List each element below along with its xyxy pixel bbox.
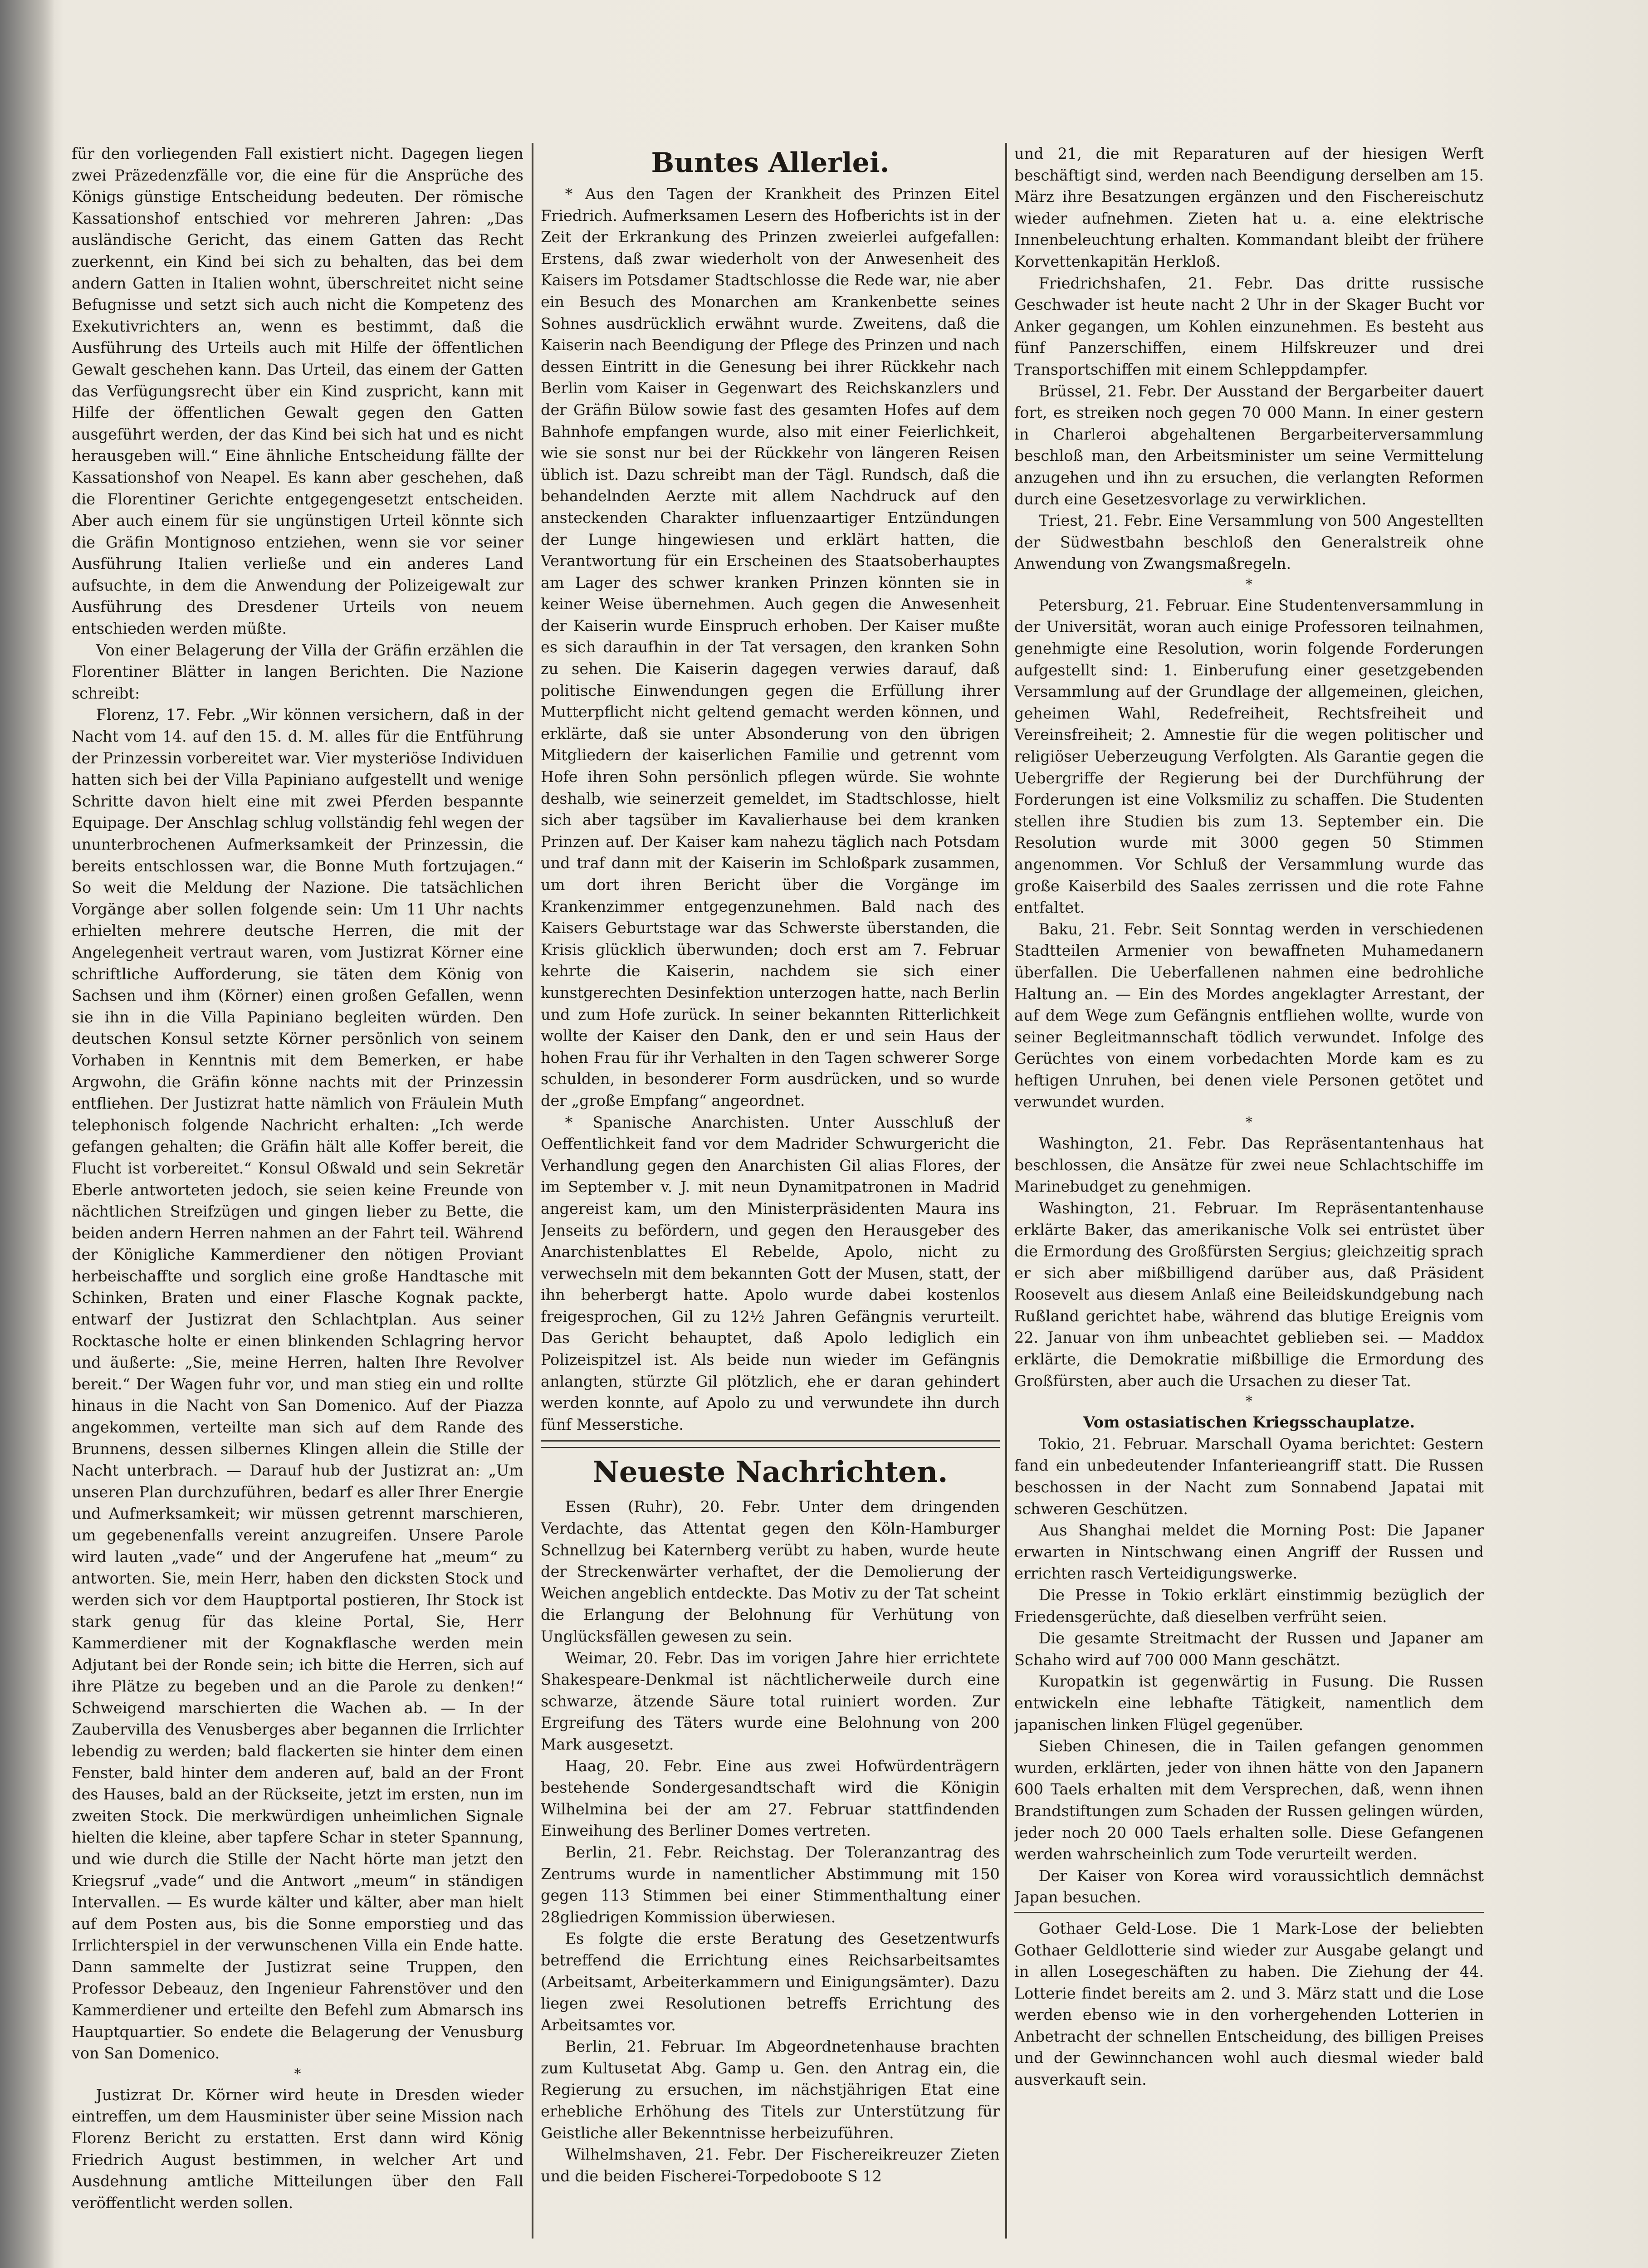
column-middle — [541, 145, 1000, 2241]
news-item: Kuropatkin ist gegenwärtig in Fusung. Die Russen entwickeln eine lebhafte Tätigkeit, namentlich dem japanischen linken Flügel gegenüber. — [1014, 1672, 1484, 1734]
news-item: Washington, 21. Febr. Das Repräsentantenhaus hat beschlossen, die Ansätze für zwei neue Schlachtschiffe im Marinebudget zu genehmigen. — [1014, 1134, 1484, 1196]
article-paragraph: * Spanische Anarchisten. Unter Ausschluß der Oeffentlichkeit fand vor dem Madrider Schwurgericht die Verhandlung gegen den Anarchisten Gil alias Flores, der im September v. J. mit neun Dynamitpatronen in Madrid angereist kam, um den Ministerpräsidenten Maura ins Jenseits zu befördern, und gegen den Herausgeber des Anarchistenblattes El Rebelde, Apolo, nicht zu verwechseln mit dem bekannten Gott der Musen, statt, der ihn beherbergt hatte. Apolo wurde dabei kostenlos freigesprochen, Gil zu 12½ Jahren Gefängnis verurteilt. Das Gericht behauptet, daß Apolo lediglich ein Polizeispitzel ist. Als beide nun wieder im Gefängnis anlangten, stürzte Gil plötzlich, ehe er daran gehindert werden konnte, auf Apolo zu und verwundete ihn durch fünf Messerstiche. — [541, 1113, 1000, 1433]
article-paragraph: Von einer Belagerung der Villa der Gräfin erzählen die Florentiner Blätter in langen Berichten. Die Nazione schreibt: — [72, 641, 523, 702]
separator-asterisk: * — [294, 2066, 301, 2082]
separator-asterisk: * — [1246, 576, 1252, 592]
section-heading-kriegsschauplatz: Vom ostasiatischen Kriegsschauplatze. — [1083, 1413, 1415, 1432]
news-item: Essen (Ruhr), 20. Febr. Unter dem dringenden Verdachte, das Attentat gegen den Köln-Hamburger Schnellzug bei Katernberg verübt zu haben, wurde heute der Streckenwärter verhaftet, der die Demolierung der Weichen angeblich entdeckte. Das Motiv zu der Tat scheint die Erlangung der Belohnung für Verhütung von Unglücksfällen gewesen zu sein. — [541, 1498, 1000, 1645]
news-item: Berlin, 21. Febr. Reichstag. Der Toleranzantrag des Zentrums wurde in namentlicher Abstimmung mit 150 gegen 113 Stimmen bei einer Stimmenthaltung einer 28gliedrigen Kommission überwiesen. — [541, 1843, 1000, 1926]
news-item: Der Kaiser von Korea wird voraussichtlich demnächst Japan besuchen. — [1014, 1867, 1484, 1906]
article-paragraph: Justizrat Dr. Körner wird heute in Dresden wieder eintreffen, um dem Hausminister über seine Mission nach Florenz Bericht zu erstatten. Erst dann wird König Friedrich August bestimmen, in welcher Art und Ausdehnung amtliche Mitteilungen über den Fall veröffentlicht werden sollen. — [72, 2086, 523, 2212]
news-item: Baku, 21. Febr. Seit Sonntag werden in verschiedenen Stadtteilen Armenier von bewaffneten Muhamedanern überfallen. Die Ueberfallenen nahmen eine bedrohliche Haltung an. — Ein des Mordes angeklagter Arrestant, der auf dem Wege zum Gefängnis entfliehen wollte, wurde von seiner Begleitmannschaft tödlich verwundet. Infolge des Gerüchtes von einem vorbedachten Morde kam es zu heftigen Unruhen, bei denen viele Personen getötet und verwundet wurden. — [1014, 920, 1484, 1111]
news-item: Friedrichshafen, 21. Febr. Das dritte russische Geschwader ist heute nacht 2 Uhr in der Skager Bucht vor Anker gegangen, um Kohlen einzunehmen. Es besteht aus fünf Panzerschiffen, einem Hilfskreuzer und drei Transportschiffen mit einem Schleppdampfer. — [1014, 274, 1484, 378]
news-item: Die gesamte Streitmacht der Russen und Japaner am Schaho wird auf 700 000 Mann geschätzt. — [1014, 1629, 1484, 1669]
news-item: Brüssel, 21. Febr. Der Ausstand der Bergarbeiter dauert fort, es streiken noch gegen 70 000 Mann. In einer gestern in Charleroi abgehaltenen Bergarbeiterversammlung beschloß man, den Arbeitsminister um seine Vermittelung anzugehen und ihn zu ersuchen, die verlangten Reformen durch eine Gesetzesvorlage zu verwirklichen. — [1014, 382, 1484, 508]
column-left — [72, 143, 523, 2239]
advertisement-box — [1014, 1912, 1484, 2091]
news-item: Berlin, 21. Februar. Im Abgeordnetenhause brachten zum Kultusetat Abg. Gamp u. Gen. den Antrag ein, die Regierung zu ersuchen, im nächstjährigen Etat eine erhebliche Erhöhung des Titels zur Unterstützung für Geistliche aller Bekenntnisse herbeizuführen. — [541, 2038, 1000, 2142]
advertisement-text: Gothaer Geld-Lose. Die 1 Mark-Lose der beliebten Gothaer Geldlotterie sind wieder zur Ausgabe gelangt und in allen Losegeschäften zu haben. Die Ziehung der 44. Lotterie findet bereits am 2. und 3. März statt und die Lose werden ebenso wie in den vorhergehenden Lotterien in Anbetracht der schnellen Entscheidung, des billigen Preises und der Gewinnchancen wohl auch diesmal wieder bald ausverkauft sein. — [1014, 1919, 1484, 2089]
separator-asterisk: * — [1246, 1114, 1252, 1131]
news-item: Die Presse in Tokio erklärt einstimmig bezüglich der Friedensgerüchte, daß dieselben verfrüht seien. — [1014, 1586, 1484, 1626]
news-item: Washington, 21. Februar. Im Repräsentantenhause erklärte Baker, das amerikanische Volk sei entrüstet über die Ermordung des Großfürsten Sergius; gleichzeitig sprach er sich aber mißbilligend darüber aus, daß Präsident Roosevelt aus diesem Anlaß eine Beileidskundgebung nach Rußland gerichtet habe, während das blutige Ereignis vom 22. Januar von ihm unbeachtet geblieben sei. — Maddox erklärte, die Demokratie mißbillige die Ermordung des Großfürsten, aber auch die Ursachen zu dieser Tat. — [1014, 1199, 1484, 1390]
news-item: Aus Shanghai meldet die Morning Post: Die Japaner erwarten in Nintschwang einen Angriff der Russen und errichten rasch Verteidigungswerke. — [1014, 1521, 1484, 1583]
news-item: und 21, die mit Reparaturen auf der hiesigen Werft beschäftigt sind, werden nach Beendigung derselben am 15. März ihre Besatzungen ergänzen und den Fischereischutz wieder aufnehmen. Zieten hat u. a. eine elektrische Innenbeleuchtung erhalten. Kommandant bleibt der frühere Korvettenkapitän Herkloß. — [1014, 145, 1484, 270]
section-heading-neueste-nachrichten: Neueste Nachrichten. — [592, 1455, 948, 1490]
article-paragraph: * Aus den Tagen der Krankheit des Prinzen Eitel Friedrich. Aufmerksamen Lesern des Hofberichts ist in der Zeit der Erkrankung des Prinzen zweierlei aufgefallen: Erstens, daß zwar wiederholt von der Anwesenheit des Kaisers im Potsdamer Stadtschlosse die Rede war, nie aber ein Besuch des Monarchen am Krankenbette seines Sohnes ausdrücklich erwähnt wurde. Zweitens, daß die Kaiserin nach Beendigung der Pflege des Prinzen und nach dessen Eintritt in die Genesung bei ihrer Rückkehr nach Berlin vom Kaiser in Gegenwart des Reichskanzlers und der Gräfin Bülow sowie fast des gesamten Hofes auf dem Bahnhofe empfangen wurde, also mit einer Feierlichkeit, wie sie sonst nur bei der Rückkehr von längeren Reisen üblich ist. Dazu schreibt man der Tägl. Rundsch, daß die behandelnden Aerzte mit allem Nachdruck auf den ansteckenden Charakter influenzaartiger Entzündungen der Lunge hingewiesen und erklärt hatten, die Verantwortung für ein Erscheinen des Staatsoberhauptes am Lager des schwer kranken Prinzen könnten sie in keiner Weise übernehmen. Auch gegen die Anwesenheit der Kaiserin wurde Einspruch erhoben. Der Kaiser mußte es sich daraufhin in der Tat versagen, den kranken Sohn zu sehen. Die Kaiserin dagegen verwies darauf, daß politische Einwendungen gegen die Erfüllung ihrer Mutterpflicht nicht geltend gemacht werden können, und erklärte, daß sie unter Absonderung von den übrigen Mitgliedern der kaiserlichen Familie und getrennt vom Hofe ihren Sohn persönlich pflegen würde. Sie wohnte deshalb, wie seinerzeit gemeldet, im Stadtschlosse, hielt sich aber tagsüber im Kavalierhause bei dem kranken Prinzen auf. Der Kaiser kam nahezu täglich nach Potsdam und traf dann mit der Kaiserin im Schloßpark zusammen, um dort ihren Bericht über die Vorgänge im Krankenzimmer entgegenzunehmen. Bald nach des Kaisers Geburtstage war das Schwerste überstanden, die Krisis glücklich überwunden; doch erst am 7. Februar kehrte die Kaiserin, nachdem sie sich einer kunstgerechten Desinfektion unterzogen hatte, nach Berlin und zum Hofe zurück. In seiner bekannten Ritterlichkeit wollte der Kaiser den Dank, den er und sein Haus der hohen Frau für ihr Verhalten in den Tagen schwerer Sorge schulden, in besonderer Form ausdrücken, und so wurde der „große Empfang“ angeordnet. — [541, 185, 1000, 1110]
article-paragraph: für den vorliegenden Fall existiert nicht. Dagegen liegen zwei Präzedenzfälle vor, die eine für die Ansprüche des Königs günstige Entscheidung bedeuten. Der römische Kassationshof entschied vor mehreren Jahren: „Das ausländische Gericht, das einem Gatten das Recht zuerkennt, ein Kind bei sich zu behalten, das bei dem andern Gatten in Italien wohnt, überschreitet nicht seine Befugnisse und setzt sich auch nicht die Kompetenz des Exekutivrichters an, wenn es bestimmt, daß die Ausführung des Urteils auch mit Hilfe der öffentlichen Gewalt geschehen kann. Das Urteil, das einem der Gatten das Verfügungsrecht über ein Kind zuspricht, kann mit Hilfe der öffentlichen Gewalt gegen den Gatten ausgeführt werden, der das Kind bei sich hat und es nicht herausgeben will.“ Eine ähnliche Entscheidung fällte der Kassationshof von Neapel. Es kann aber geschehen, daß die Florentiner Gerichte entgegengesetzt entscheiden. Aber auch einem für sie ungünstigen Urteil könnte sich die Gräfin Montignoso entziehen, wenn sie vor seiner Ausführung Italien verließe und ein anderes Land aufsuchte, in dem die Anwendung der Polizeigewalt zur Ausführung des Dresdener Urteils von neuem entschieden werden müßte. — [72, 145, 523, 638]
news-item: Petersburg, 21. Februar. Eine Studentenversammlung in der Universität, woran auch einige Professoren teilnahmen, genehmigte eine Resolution, worin folgende Forderungen aufgestellt sind: 1. Einberufung einer gesetzgebenden Versammlung auf der Grundlage der allgemeinen, gleichen, geheimen Wahl, Redefreiheit, Rechtsfreiheit und Vereinsfreiheit; 2. Amnestie für die wegen politischer und religiöser Ueberzeugung Verfolgten. Als Garantie gegen die Uebergriffe der Regierung bei der Durchführung der Forderungen ist eine Volksmiliz zu schaffen. Die Studenten stellen ihre Studien bis zum 13. September ein. Die Resolution wurde mit 3000 gegen 50 Stimmen angenommen. Vor Schluß der Versammlung wurde das große Kaiserbild des Saales zerrissen und die rote Fahne entfaltet. — [1014, 596, 1484, 917]
news-item: Haag, 20. Febr. Eine aus zwei Hofwürdenträgern bestehende Sondergesandtschaft wird die Königin Wilhelmina bei der am 27. Februar stattfindenden Einweihung des Berliner Domes vertreten. — [541, 1757, 1000, 1840]
news-item: Tokio, 21. Februar. Marschall Oyama berichtet: Gestern fand ein unbedeutender Infanterieangriff statt. Die Russen beschossen in der Nacht zum Sonnabend Japatai mit schweren Geschützen. — [1014, 1435, 1484, 1518]
news-item: Triest, 21. Febr. Eine Versammlung von 500 Angestellten der Südwestbahn beschloß den Generalstreik ohne Anwendung von Zwangsmaßregeln. — [1014, 512, 1484, 573]
news-item: Wilhelmshaven, 21. Febr. Der Fischereikreuzer Zieten und die beiden Fischerei-Torpedoboote S 12 — [541, 2146, 1000, 2185]
separator-asterisk: * — [1246, 1393, 1252, 1410]
news-item: Es folgte die erste Beratung des Gesetzentwurfs betreffend die Errichtung eines Reichsarbeitsamtes (Arbeitsamt, Arbeiterkammern und Einigungsämter). Dazu liegen zwei Resolutionen betreffs Errichtung des Arbeitsamtes vor. — [541, 1930, 1000, 2034]
news-item: Weimar, 20. Febr. Das im vorigen Jahre hier errichtete Shakespeare-Denkmal ist nächtlicherweile durch eine schwarze, ätzende Säure total ruiniert worden. Zur Ergreifung des Täters wurde eine Belohnung von 200 Mark ausgesetzt. — [541, 1649, 1000, 1753]
column-rule-1 — [532, 143, 533, 2239]
article-paragraph: Florenz, 17. Febr. „Wir können versichern, daß in der Nacht vom 14. auf den 15. d. M. alles für die Entführung der Prinzessin vorbereitet war. Vier mysteriöse Individuen hatten sich bei der Villa Papiniano aufgestellt und wenige Schritte davon hielt eine mit zwei Pferden bespannte Equipage. Der Anschlag schlug vollständig fehl wegen der ununterbrochenen Aufmerksamkeit der Prinzessin, die bereits entschlossen war, die Bonne Muth fortzujagen.“ So weit die Meldung der Nazione. Die tatsächlichen Vorgänge aber sollen folgende sein: Um 11 Uhr nachts erhielten mehrere deutsche Herren, die mit der Angelegenheit vertraut waren, vom Justizrat Körner eine schriftliche Aufforderung, sie täten dem König von Sachsen und ihm (Körner) einen großen Gefallen, wenn sie ihn in die Villa Papiniano begleiten würden. Den deutschen Konsul setzte Körner persönlich von seinem Vorhaben in Kenntnis mit dem Bemerken, er habe Argwohn, die Gräfin könne nachts mit der Prinzessin entfliehen. Der Justizrat hatte nämlich von Fräulein Muth telephonisch folgende Nachricht erhalten: „Ich werde gefangen gehalten; die Gräfin hält alle Koffer bereit, die Flucht ist vorbereitet.“ Konsul Oßwald und sein Sekretär Eberle antworteten jedoch, sie seien keine Freunde von nächtlichen Streifzügen und gingen lieber zu Bette, die beiden andern Herren nahmen an der Fahrt teil. Während der Königliche Kammerdiener den nötigen Proviant herbeischaffte und sorglich eine große Handtasche mit Schinken, Braten und einer Flasche Kognak packte, entwarf der Justizrat den Schlachtplan. Aus seiner Rocktasche holte er einen blinkenden Schlagring hervor und äußerte: „Sie, meine Herren, halten Ihre Revolver bereit.“ Der Wagen fuhr vor, und man stieg ein und rollte hinaus in die Nacht von San Domenico. Auf der Piazza angekommen, verteilte man sich auf dem Rande des Brunnens, dessen silbernes Klingen allein die Stille der Nacht unterbrach. — Darauf hub der Justizrat an: „Um unseren Plan durchzuführen, bedarf es aller Ihrer Energie und Aufmerksamkeit; wir müssen getrennt marschieren, um gegebenenfalls vereint anzugreifen. Unsere Parole wird lauten „vade“ und der Angerufene hat „meum“ zu antworten. Sie, mein Herr, haben den dicksten Stock und werden sich vor dem Hauptportal postieren, Ihr Stock ist stark genug für das kleine Portal, Sie, Herr Kammerdiener mit der Kognakflasche werden mein Adjutant bei der Ronde sein; ich bitte die Herren, sich auf ihre Plätze zu begeben und an die Parole zu denken!“ Schweigend marschierten die Wachen ab. — In der Zaubervilla des Venusberges aber begannen die Irrlichter lebendig zu werden; bald flackerten sie hinter dem einen Fenster, bald hinter dem anderen auf, bald an der Front des Hauses, bald an der Rückseite, jetzt im ersten, nun im zweiten Stock. Die merkwürdigen unheimlichen Signale hielten die kleine, aber tapfere Schar in steter Spannung, und wie durch die Stille der Nacht hörte man jetzt den Kriegsruf „vade“ und die Antwort „meum“ in ständigen Intervallen. — Es wurde kälter und kälter, aber man hielt auf dem Posten aus, bis die Sonne emporstieg und das Irrlichterspiel in der verwunschenen Villa ein Ende hatte. Dann sammelte der Justizrat seine Truppen, den Professor Debeauz, den Ingenieur Fahrenstöver und den Kammerdiener und erteilte den Befehl zum Abmarsch ins Hauptquartier. So endete die Belagerung der Venusburg von San Domenico. — [72, 706, 523, 2063]
double-rule — [541, 1440, 1000, 1448]
binding-shadow — [0, 0, 54, 2268]
column-right — [1014, 143, 1484, 2239]
news-item: Sieben Chinesen, die in Tailen gefangen genommen wurden, erklärten, jeder von ihnen hätte von den Japanern 600 Taels erhalten mit dem Versprechen, daß, wenn ihnen Brandstiftungen zum Schaden der Russen gelingen würden, jeder noch 20 000 Taels erhalten solle. Diese Gefangenen werden wahrscheinlich zum Tode verurteilt werden. — [1014, 1737, 1484, 1863]
section-heading-buntes-allerlei: Buntes Allerlei. — [651, 147, 890, 179]
column-rule-2 — [1005, 143, 1007, 2239]
